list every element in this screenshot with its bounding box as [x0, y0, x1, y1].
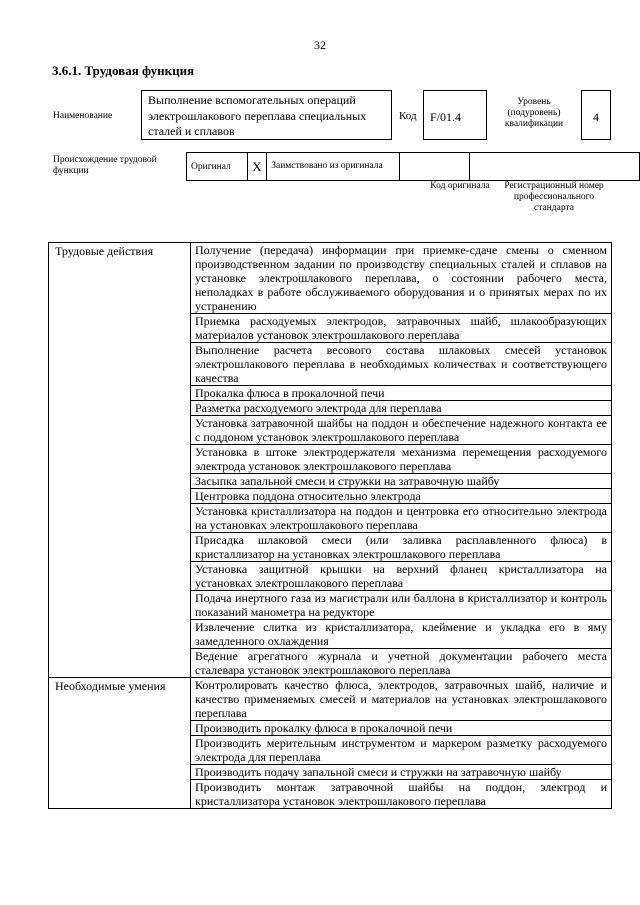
origin-table [186, 152, 640, 181]
group-item: Извлечение слитка из кристаллизатора, клеймение и укладка его в яму замедленного охлаждения [191, 620, 612, 649]
group-item: Подача инертного газа из магистрали или баллона в кристаллизатор и контроль показаний манометра на редукторе [191, 591, 612, 620]
function-table [48, 242, 612, 809]
group-item: Установка затравочной шайбы на поддон и обеспечение надежного контакта ее с поддоном установок электрошлакового переплава [191, 416, 612, 445]
group-item: Прокалка флюса в прокалочной печи [191, 386, 612, 401]
original-mark: X [247, 153, 267, 181]
table-row [49, 243, 612, 314]
group-item: Присадка шлаковой смеси (или заливка расплавленного флюса) в кристаллизатор на установках электрошлакового переплава [191, 533, 612, 562]
level-value: 4 [581, 90, 611, 140]
group-item: Разметка расходуемого электрода для переплава [191, 401, 612, 416]
group-item: Засыпка запальной смеси и стружки на затравочную шайбу [191, 474, 612, 489]
group-item: Приемка расходуемых электродов, затравочных шайб, шлакообразующих материалов установок электрошлакового переплава [191, 314, 612, 343]
group-name: Необходимые умения [49, 678, 191, 809]
group-item: Центровка поддона относительно электрода [191, 489, 612, 504]
code-value: F/01.4 [423, 90, 487, 140]
group-item: Установка в штоке электродержателя механизма перемещения расходуемого электрода установок электрошлакового переплава [191, 445, 612, 474]
group-item: Производить монтаж затравочной шайбы на поддон, электрод и кристаллизатора установок электрошлакового переплава [191, 780, 612, 809]
group-item: Выполнение расчета весового состава шлаковых смесей установок электрошлакового переплава в необходимых количествах и соответствующего качества [191, 343, 612, 386]
reg-number-label: Регистрационный номер профессионального стандарта [504, 181, 604, 213]
reg-number-cell [469, 153, 639, 181]
table-row [49, 678, 612, 721]
group-item: Производить мерительным инструментом и маркером разметку расходуемого электрода для переплава [191, 736, 612, 765]
borrowed-label: Заимствовано из оригинала [267, 153, 400, 181]
code-original-cell [399, 153, 469, 181]
group-item: Ведение агрегатного журнала и учетной документации рабочего места сталевара установок электрошлакового переплава [191, 649, 612, 678]
group-item: Установка кристаллизатора на поддон и центровка его относительно электрода на установках электрошлакового переплава [191, 504, 612, 533]
page-number: 32 [314, 38, 326, 52]
group-item: Контролировать качество флюса, электродов, затравочных шайб, наличие и качество применяемых смесей и материалов на установках электрошлакового переплава [191, 678, 612, 721]
name-label: Наименование [53, 111, 113, 121]
group-item: Производить прокалку флюса в прокалочной печи [191, 721, 612, 736]
code-label: Код [399, 110, 417, 122]
group-name: Трудовые действия [49, 243, 191, 678]
origin-label: Происхождение трудовой функции [53, 155, 157, 176]
section-title: 3.6.1. Трудовая функция [52, 63, 195, 78]
code-original-label: Код оригинала [430, 181, 490, 191]
original-label: Оригинал [187, 153, 248, 181]
level-label: Уровень (подуровень) квалификации [504, 97, 564, 129]
group-item: Получение (передача) информации при приемке-сдаче смены о сменном производственном задании по производству специальных сталей и сплавов на установке электрошлакового переплава, о состоянии рабочего места, неполадках в работе обслуживаемого оборудования и о принятых мерах по их устранению [191, 243, 612, 314]
group-item: Установка защитной крышки на верхний фланец кристаллизатора на установках электрошлакового переплава [191, 562, 612, 591]
function-name-value: Выполнение вспомогательных операций электрошлакового переплава специальных сталей и сплавов [141, 90, 392, 140]
group-item: Производить подачу запальной смеси и стружки на затравочную шайбу [191, 765, 612, 780]
